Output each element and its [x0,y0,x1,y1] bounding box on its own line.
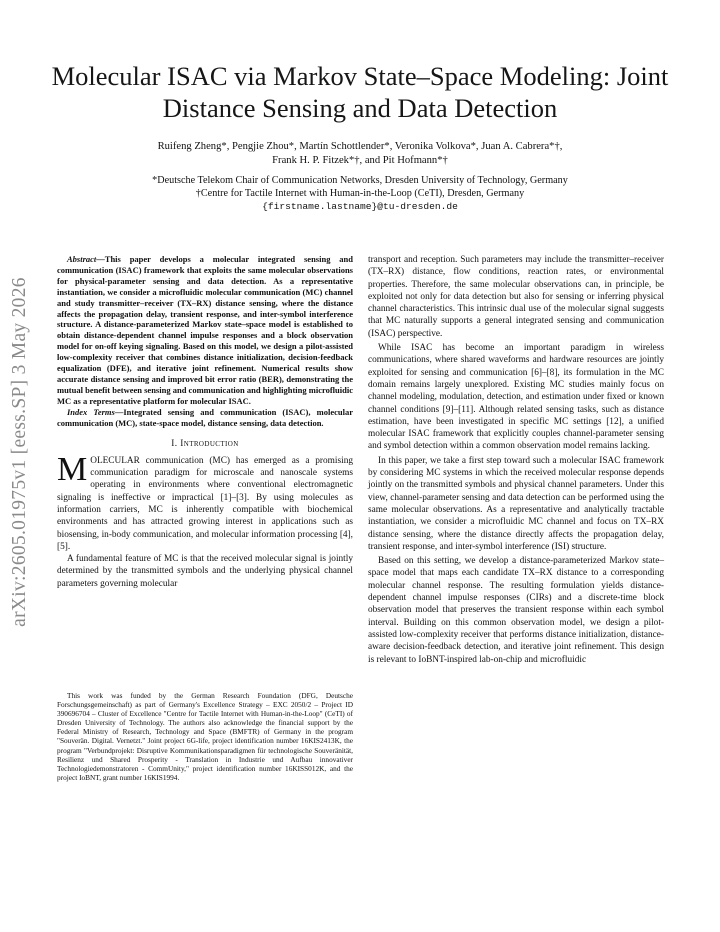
authors-line-2: Frank H. P. Fitzek*†, and Pit Hofmann*† [272,154,448,166]
index-terms-label: Index Terms [67,406,115,417]
index-terms-text: —Integrated sensing and communication (ISAC), molecular communication (MC), state-space model, distance sensing, data detection. [57,406,353,428]
abstract-text: —This paper develops a molecular integrated sensing and communication (ISAC) framework that exploits the same molecular observations for physical-parameter sensing and data detection. As a representative instantiation, we consider a microfluidic molecular communication (MC) channel and study transmitter–receiver (TX–RX) distance sensing, where the distance affects the propagation delay, transient response, and inter-symbol interference structure. A distance-parameterized Markov state–space model is established to obtain distance-dependent channel impulse responses and a block observation model for on-off keying signaling. Based on this model, we design a pilot-assisted low-complexity receiver that combines distance initialization, decision-feedback equalization (DFE), and iterative joint refinement. Numerical results show accurate distance sensing and improved bit error ratio (BER), demonstrating the mutual benefit between sensing and communication and highlighting microfluidic MC as a representative platform for molecular ISAC. [57,254,353,406]
drop-cap: M [57,450,88,488]
section-heading-introduction: I. Introduction [171,438,239,449]
arxiv-stamp-text: arXiv:2605.01975v1 [eess.SP] 3 May 2026 [9,277,30,627]
index-terms [57,407,353,429]
right-paragraph-1: transport and reception. Such parameters may include the transmitter–receiver (TX–RX) distance, flow conditions, reaction rates, or environmental properties. Therefore, the same molecular observations can, in principle, be exploited not only for data detection but also for sensing or inferring physical channel characteristics. This intrinsic dual use of the molecular signal suggests that MC naturally supports a general integrated sensing and communication (ISAC) perspective. [368,255,664,339]
author-email: {firstname.lastname}@tu-dresden.de [262,201,458,212]
intro-paragraph-1 [57,450,353,553]
affiliations [60,174,660,213]
authors-line-1: Ruifeng Zheng*, Pengjie Zhou*, Martín Schottlender*, Veronika Volkova*, Juan A. Cabrera*†, [157,141,563,152]
author-list [60,140,660,167]
intro-paragraph-1-text: OLECULAR communication (MC) has emerged as a promising communication paradigm for microscale and nanoscale systems operating in environments where conventional electromagnetic signaling is ineffective or impractical [1]–[3]. By using molecules as information carriers, MC is inherently compatible with biochemical environments and has attracted growing interest in applications such as biosensing, in-body communication, and molecular information processing [4], [5]. [57,455,353,552]
funding-footnote: This work was funded by the German Research Foundation (DFG, Deutsche Forschungsgemeinschaft) as part of Germany's Excellence Strategy – EXC 2050/2 – Project ID 390696704 – Cluster of Excellence "Centre for Tactile Internet with Human-in-the-Loop" (CeTI) of Dresden University of Technology. The authors also acknowledge the financial support by the Federal Ministry of Research, Technology and Space (BMFTR) of Germany in the program "Souverän. Digital. Vernetzt." Joint project 6G-life, project identification number 16KIS2413K, the program "Verbundprojekt: Disruptive Kommunikationsparadigmen für technologische Souveränität, Resilienz und Shared Prosperity - Translation in Industrie und Aufbau innovativer Technologiedemonstratoren - CommUnity," project identification number 16KISS012K, and the project IoBNT, grant number 16KIS1994. [57,691,353,782]
abstract-label: Abstract [67,254,97,264]
arxiv-stamp [2,262,38,642]
intro-paragraph-2: A fundamental feature of MC is that the received molecular signal is jointly determined by the transmitted symbols and the underlying physical channel parameters governing molecular [57,554,353,589]
left-column [57,254,353,590]
paper-title: Molecular ISAC via Markov State–Space Modeling: Joint Distance Sensing and Data Detection [51,61,669,123]
right-paragraph-3: In this paper, we take a first step toward such a molecular ISAC framework by considering MC systems in which the received molecular response depends jointly on the transmitted symbols and physical channel parameters. Under this view, channel-parameter sensing and data detection can be performed using the same molecular observations. As a representative and analytically tractable instantiation, we consider a microfluidic MC channel and focus on TX–RX distance sensing, where the distance directly affects the propagation delay, transient response, and inter-symbol interference (ISI) structure. [368,455,664,552]
affiliation-2: †Centre for Tactile Internet with Human-in-the-Loop (CeTI), Dresden, Germany [195,188,525,199]
right-paragraph-4: Based on this setting, we develop a distance-parameterized Markov state–space model that maps each candidate TX–RX distance to a corresponding molecular channel response. The resulting formulation yields distance-dependent channel impulse responses (CIRs) and a discrete-time block observation model that preserves the transient response within each symbol interval. Building on this common observation model, we design a pilot-assisted low-complexity receiver that performs distance initialization, distance-aware decision-feedback detection, and iterative joint refinement. This design is relevant to IoBNT-inspired lab-on-chip and microfluidic [368,556,664,665]
right-paragraph-2: While ISAC has become an important paradigm in wireless communications, where shared waveforms and hardware resources are jointly exploited for sensing and communication [6]–[8], its formulation in the MC domain remains largely unexplored. Existing MC studies mainly focus on channel modeling, modulation, detection, and estimation under fixed or known channel conditions [9]–[11]. Although related sensing tasks, such as distance estimation, have been investigated in specific MC settings [12], a unified molecular ISAC framework that explicitly couples channel-parameter sensing and symbol detection within a common observation model remains lacking. [368,343,664,452]
affiliation-1: *Deutsche Telekom Chair of Communication Networks, Dresden University of Technology, Germany [152,175,568,186]
abstract [57,254,353,407]
right-column [368,254,664,666]
